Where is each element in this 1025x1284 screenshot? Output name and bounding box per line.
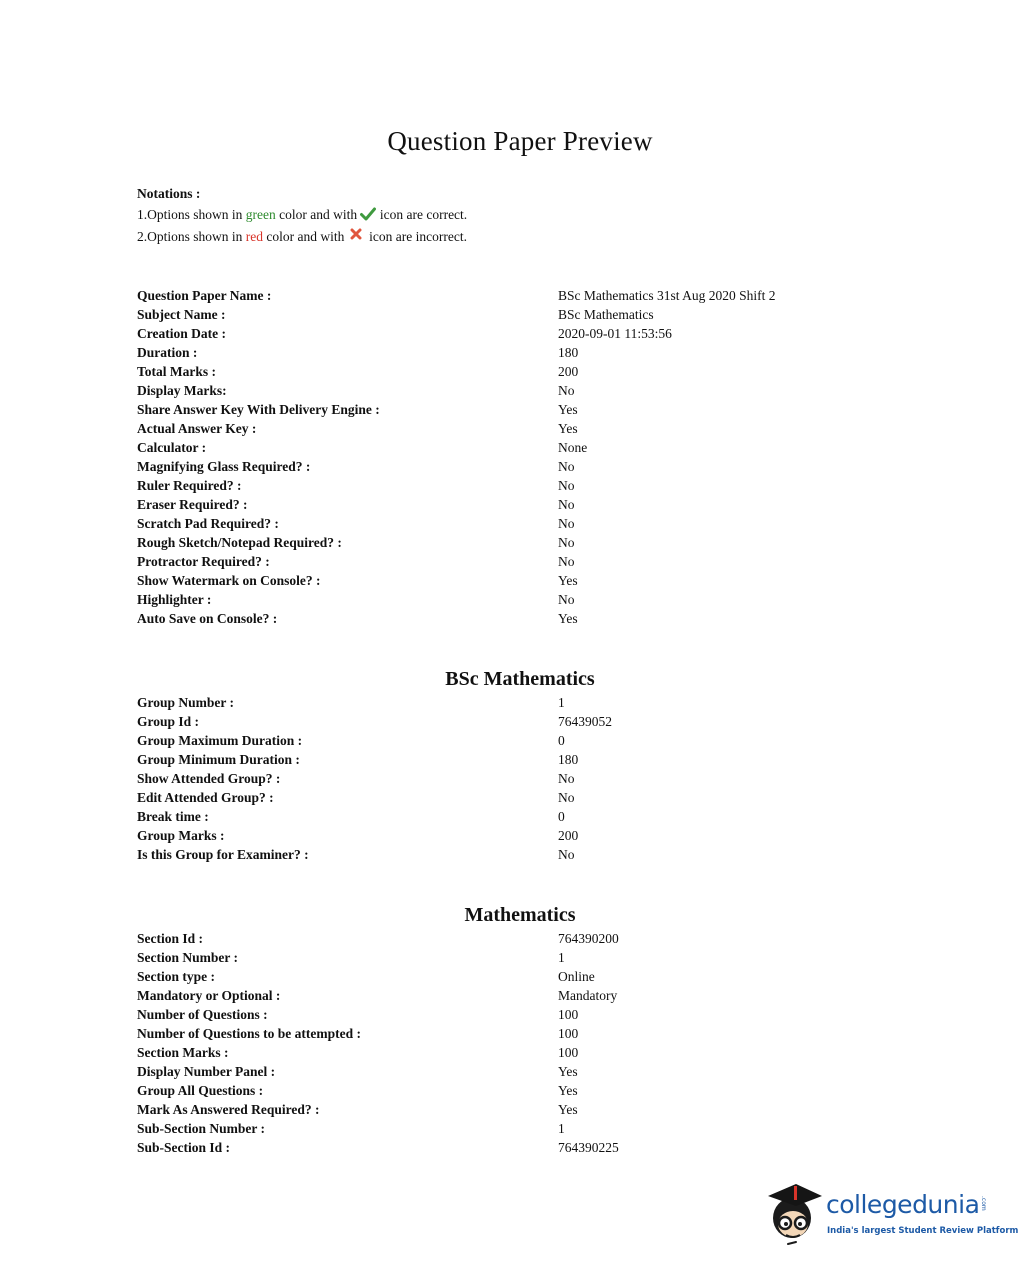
notation-incorrect-color-word: red: [245, 229, 264, 244]
detail-row: [137, 788, 897, 807]
detail-row: [137, 1005, 897, 1024]
detail-row: [137, 807, 897, 826]
detail-label: Rough Sketch/Notepad Required? :: [137, 535, 342, 550]
section-details-table: [137, 929, 897, 1157]
notation-correct-color-word: green: [245, 207, 276, 222]
detail-value: 2020-09-01 11:53:56: [558, 326, 672, 341]
detail-row: [137, 731, 897, 750]
detail-value: 1: [558, 695, 565, 710]
detail-label: Total Marks :: [137, 364, 217, 379]
detail-row: [137, 305, 897, 324]
detail-label: Section Marks :: [137, 1045, 229, 1060]
detail-row: [137, 571, 897, 590]
detail-label: Duration :: [137, 345, 198, 360]
detail-value: No: [558, 497, 575, 512]
notation-correct: [137, 204, 467, 225]
detail-value: Yes: [558, 1064, 578, 1079]
detail-label: Group Id :: [137, 714, 200, 729]
detail-row: [137, 750, 897, 769]
detail-row: [137, 1024, 897, 1043]
detail-row: [137, 948, 897, 967]
detail-row: [137, 400, 897, 419]
detail-label: Highlighter :: [137, 592, 212, 607]
detail-label: Sub-Section Id :: [137, 1140, 231, 1155]
detail-value: Online: [558, 969, 595, 984]
detail-label: Auto Save on Console? :: [137, 611, 278, 626]
detail-value: 100: [558, 1045, 579, 1060]
detail-label: Actual Answer Key :: [137, 421, 257, 436]
detail-value: 100: [558, 1026, 579, 1041]
detail-value: No: [558, 554, 575, 569]
detail-value: 1: [558, 1121, 565, 1136]
detail-row: [137, 476, 897, 495]
detail-label: Show Watermark on Console? :: [137, 573, 321, 588]
detail-label: Calculator :: [137, 440, 207, 455]
detail-value: No: [558, 847, 575, 862]
notations-heading: Notations :: [137, 186, 201, 201]
detail-value: BSc Mathematics: [558, 307, 654, 322]
detail-value: Yes: [558, 1083, 578, 1098]
detail-label: Mandatory or Optional :: [137, 988, 281, 1003]
detail-value: 764390225: [558, 1140, 619, 1155]
detail-value: 1: [558, 950, 565, 965]
detail-label: Group Minimum Duration :: [137, 752, 300, 767]
detail-row: [137, 986, 897, 1005]
section-heading: Mathematics: [464, 904, 576, 926]
detail-row: [137, 1138, 897, 1157]
detail-label: Group Marks :: [137, 828, 225, 843]
group-heading: BSc Mathematics: [445, 668, 595, 690]
detail-value: No: [558, 459, 575, 474]
detail-value: No: [558, 383, 575, 398]
detail-label: Show Attended Group? :: [137, 771, 281, 786]
detail-label: Creation Date :: [137, 326, 226, 341]
detail-row: [137, 967, 897, 986]
detail-value: Mandatory: [558, 988, 618, 1003]
detail-row: [137, 438, 897, 457]
detail-value: 200: [558, 828, 579, 843]
detail-label: Number of Questions :: [137, 1007, 268, 1022]
detail-row: [137, 845, 897, 864]
detail-value: 180: [558, 345, 579, 360]
paper-details-table: [137, 286, 897, 628]
detail-row: [137, 590, 897, 609]
notations: [137, 183, 467, 247]
detail-label: Display Number Panel :: [137, 1064, 276, 1079]
detail-value: Yes: [558, 611, 578, 626]
detail-value: None: [558, 440, 588, 455]
brand-name: collegedunia: [826, 1190, 980, 1219]
detail-label: Group Number :: [137, 695, 235, 710]
detail-value: 0: [558, 809, 565, 824]
detail-row: [137, 495, 897, 514]
detail-value: No: [558, 771, 575, 786]
detail-row: [137, 609, 897, 628]
detail-row: [137, 514, 897, 533]
detail-row: [137, 343, 897, 362]
notation-correct-suffix: icon are correct.: [376, 207, 468, 222]
detail-row: [137, 1081, 897, 1100]
detail-row: [137, 286, 897, 305]
detail-row: [137, 1043, 897, 1062]
detail-label: Mark As Answered Required? :: [137, 1102, 320, 1117]
detail-label: Eraser Required? :: [137, 497, 248, 512]
detail-label: Is this Group for Examiner? :: [137, 847, 309, 862]
brand-domain-suffix: .com: [980, 1196, 987, 1211]
detail-label: Share Answer Key With Delivery Engine :: [137, 402, 380, 417]
notation-incorrect-mid: color and with: [263, 229, 348, 244]
notation-correct-mid: color and with: [275, 207, 361, 222]
detail-row: [137, 457, 897, 476]
detail-value: 200: [558, 364, 579, 379]
detail-row: [137, 826, 897, 845]
notation-incorrect-suffix: icon are incorrect.: [365, 229, 467, 244]
detail-label: Magnifying Glass Required? :: [137, 459, 311, 474]
notation-incorrect-prefix: 2.Options shown in: [137, 229, 246, 244]
collegedunia-watermark: [766, 1178, 1019, 1248]
detail-row: [137, 1062, 897, 1081]
detail-value: 764390200: [558, 931, 619, 946]
detail-label: Group All Questions :: [137, 1083, 264, 1098]
detail-label: Edit Attended Group? :: [137, 790, 274, 805]
detail-row: [137, 381, 897, 400]
detail-label: Section type :: [137, 969, 215, 984]
detail-label: Question Paper Name :: [137, 288, 272, 303]
detail-value: Yes: [558, 573, 578, 588]
detail-label: Group Maximum Duration :: [137, 733, 303, 748]
detail-label: Protractor Required? :: [137, 554, 270, 569]
group-details-table: [137, 693, 897, 864]
detail-row: [137, 362, 897, 381]
detail-value: No: [558, 516, 575, 531]
detail-row: [137, 929, 897, 948]
detail-value: No: [558, 478, 575, 493]
detail-label: Ruler Required? :: [137, 478, 242, 493]
detail-value: No: [558, 592, 575, 607]
detail-label: Number of Questions to be attempted :: [137, 1026, 361, 1041]
detail-label: Break time :: [137, 809, 209, 824]
detail-value: BSc Mathematics 31st Aug 2020 Shift 2: [558, 288, 776, 303]
detail-label: Sub-Section Number :: [137, 1121, 266, 1136]
brand-tagline: India's largest Student Review Platform: [827, 1226, 1019, 1236]
detail-value: Yes: [558, 421, 578, 436]
detail-row: [137, 1100, 897, 1119]
detail-row: [137, 769, 897, 788]
mascot-graduation-cap-icon: [766, 1178, 824, 1248]
detail-value: Yes: [558, 402, 578, 417]
detail-value: No: [558, 790, 575, 805]
check-icon: [360, 206, 376, 220]
notation-incorrect: [137, 225, 467, 247]
detail-label: Display Marks:: [137, 383, 227, 398]
detail-row: [137, 324, 897, 343]
detail-row: [137, 552, 897, 571]
detail-row: [137, 1119, 897, 1138]
detail-value: 0: [558, 733, 565, 748]
detail-value: 76439052: [558, 714, 612, 729]
page-title: Question Paper Preview: [387, 126, 653, 156]
cross-icon: [350, 225, 362, 237]
detail-label: Section Id :: [137, 931, 204, 946]
detail-row: [137, 693, 897, 712]
detail-row: [137, 533, 897, 552]
detail-value: No: [558, 535, 575, 550]
detail-label: Section Number :: [137, 950, 238, 965]
detail-label: Scratch Pad Required? :: [137, 516, 279, 531]
detail-value: 100: [558, 1007, 579, 1022]
detail-label: Subject Name :: [137, 307, 226, 322]
notation-correct-prefix: 1.Options shown in: [137, 207, 246, 222]
detail-row: [137, 419, 897, 438]
detail-value: 180: [558, 752, 579, 767]
detail-row: [137, 712, 897, 731]
detail-value: Yes: [558, 1102, 578, 1117]
